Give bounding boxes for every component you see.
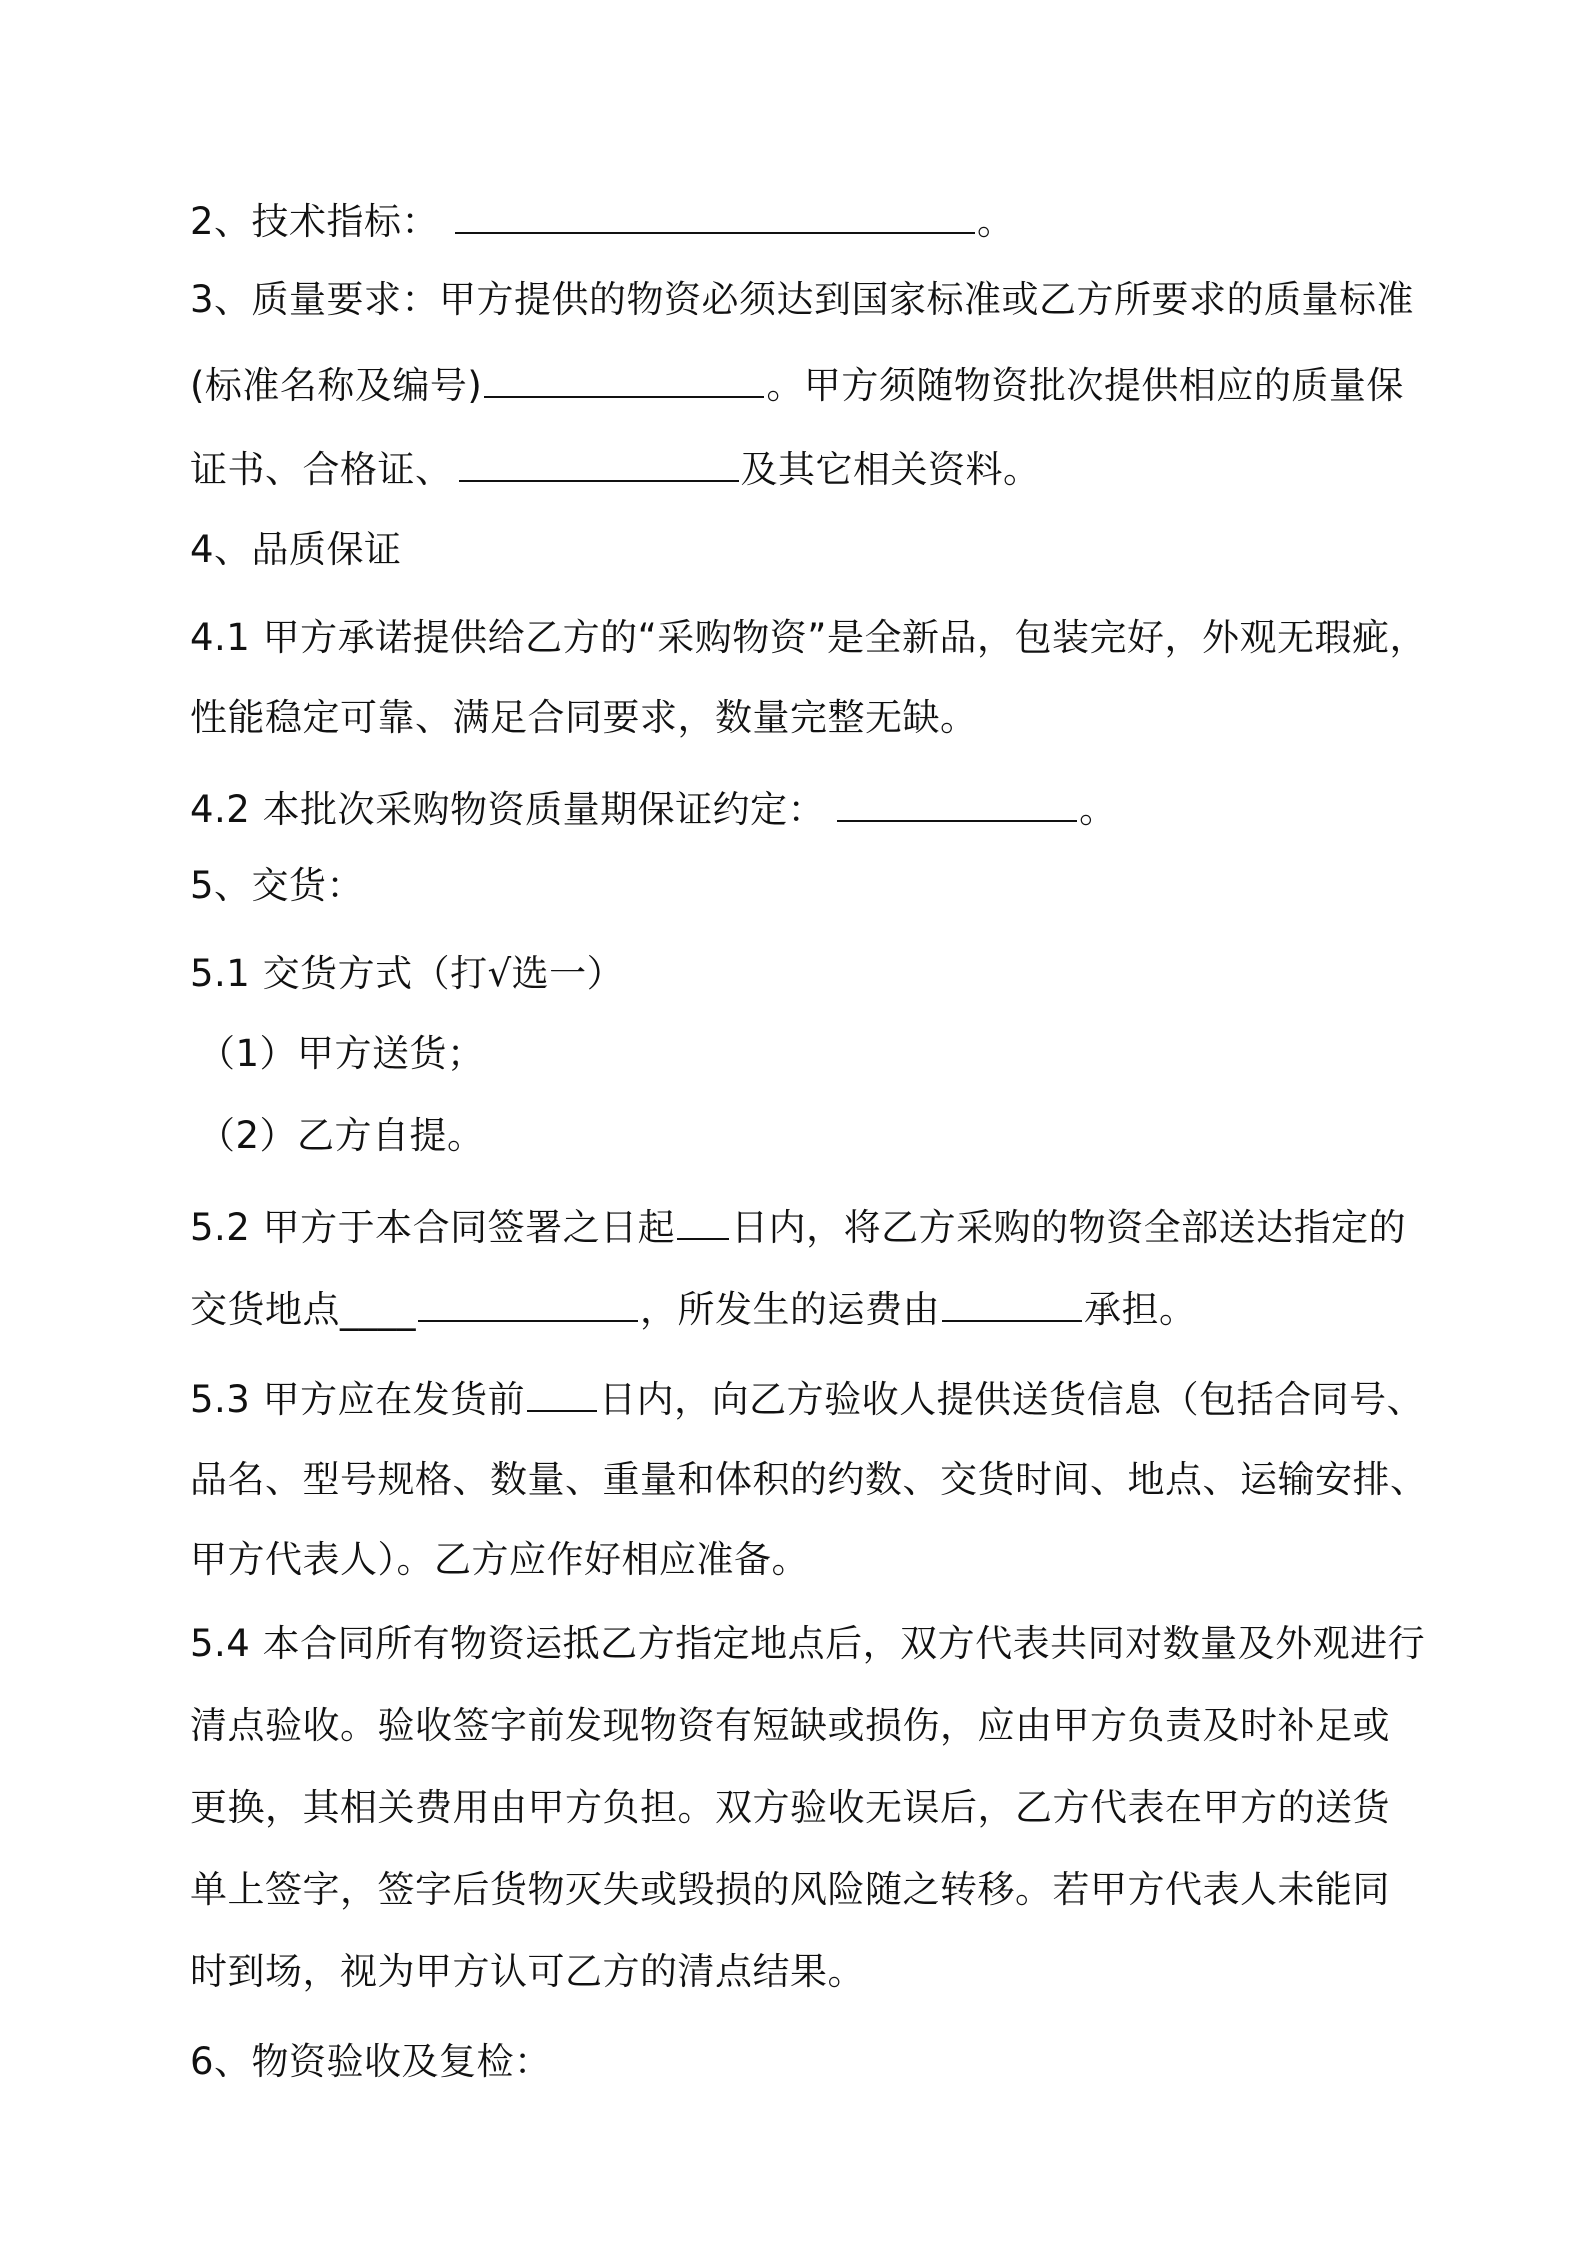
- text: 3、质量要求：甲方提供的物资必须达到国家标准或乙方所要求的质量标准: [190, 278, 1415, 321]
- clause-5-3: [190, 1374, 1424, 1424]
- fill-in-blank[interactable]: [837, 784, 1077, 822]
- text: 4.2 本批次采购物资质量期保证约定：: [190, 788, 826, 831]
- text: （1）甲方送货；: [198, 1032, 485, 1075]
- clause-4-1-line-2: [190, 694, 978, 742]
- clause-5-4-line-4: [190, 1866, 1390, 1914]
- clause-5-4: [190, 1620, 1425, 1668]
- text: 6、物资验收及复检：: [190, 2040, 552, 2083]
- text: 4.1 甲方承诺提供给乙方的“采购物资”是全新品，包装完好，外观无瑕疵，: [190, 616, 1427, 659]
- clause-3-line-2: [190, 360, 1404, 410]
- clause-2-technical-indicators: [190, 196, 1015, 246]
- text: 。: [977, 200, 1015, 243]
- clause-4-2: [190, 784, 1117, 834]
- text: 5.1 交货方式（打√选一）: [190, 952, 625, 995]
- text: 及其它相关资料。: [740, 448, 1041, 491]
- clause-5-4-line-3: [190, 1784, 1390, 1832]
- clause-5-4-line-5: [190, 1948, 865, 1996]
- clause-4-heading: [190, 526, 402, 574]
- clause-6-heading: [190, 2038, 552, 2086]
- fill-in-blank[interactable]: [527, 1374, 597, 1412]
- fill-in-blank[interactable]: [484, 360, 764, 398]
- text: ，所发生的运费由: [640, 1288, 940, 1331]
- text: 。甲方须随物资批次提供相应的质量保: [766, 364, 1404, 407]
- clause-5-1: [190, 950, 624, 998]
- clause-5-heading: [190, 862, 364, 910]
- text: 5、交货：: [190, 864, 365, 907]
- clause-3-quality-requirements: [190, 276, 1414, 324]
- clause-3-line-3: [190, 444, 1041, 494]
- text: 性能稳定可靠、满足合同要求，数量完整无缺。: [190, 696, 978, 739]
- text: （2）乙方自提。: [198, 1114, 485, 1157]
- fill-in-blank[interactable]: [677, 1202, 729, 1240]
- text: 2、技术指标：: [190, 200, 440, 243]
- text: 时到场，视为甲方认可乙方的清点结果。: [190, 1950, 865, 1993]
- fill-in-blank[interactable]: [459, 444, 739, 482]
- text: 单上签字，签字后货物灭失或毁损的风险随之转移。若甲方代表人未能同: [190, 1868, 1390, 1911]
- text: 证书、合格证、: [190, 448, 453, 491]
- text: 5.4 本合同所有物资运抵乙方指定地点后，双方代表共同对数量及外观进行: [190, 1622, 1426, 1665]
- fill-in-blank[interactable]: [418, 1284, 638, 1322]
- text: 更换，其相关费用由甲方负担。双方验收无误后，乙方代表在甲方的送货: [190, 1786, 1390, 1829]
- clause-5-4-line-2: [190, 1702, 1390, 1750]
- text: 。: [1079, 788, 1117, 831]
- option-1: [198, 1030, 485, 1078]
- clause-5-3-line-3: [190, 1536, 809, 1584]
- clause-5-2-line-2: [190, 1284, 1197, 1334]
- text: 日内，将乙方采购的物资全部送达指定的: [731, 1206, 1407, 1249]
- clause-5-3-line-2: [190, 1456, 1428, 1504]
- clause-5-2: [190, 1202, 1406, 1252]
- clause-4-1: [190, 614, 1427, 662]
- option-2: [198, 1112, 485, 1160]
- text: 清点验收。验收签字前发现物资有短缺或损伤，应由甲方负责及时补足或: [190, 1704, 1390, 1747]
- text: (标准名称及编号): [190, 364, 483, 407]
- text: 5.2 甲方于本合同签署之日起: [190, 1206, 676, 1249]
- text: 交货地点____: [190, 1288, 416, 1331]
- text: 4、品质保证: [190, 528, 402, 571]
- fill-in-blank[interactable]: [942, 1284, 1082, 1322]
- fill-in-blank[interactable]: [455, 196, 975, 234]
- text: 5.3 甲方应在发货前: [190, 1378, 526, 1421]
- text: 品名、型号规格、数量、重量和体积的约数、交货时间、地点、运输安排、: [190, 1458, 1428, 1501]
- text: 日内，向乙方验收人提供送货信息（包括合同号、: [599, 1378, 1425, 1421]
- text: 甲方代表人）。乙方应作好相应准备。: [190, 1538, 809, 1581]
- text: 承担。: [1084, 1288, 1197, 1331]
